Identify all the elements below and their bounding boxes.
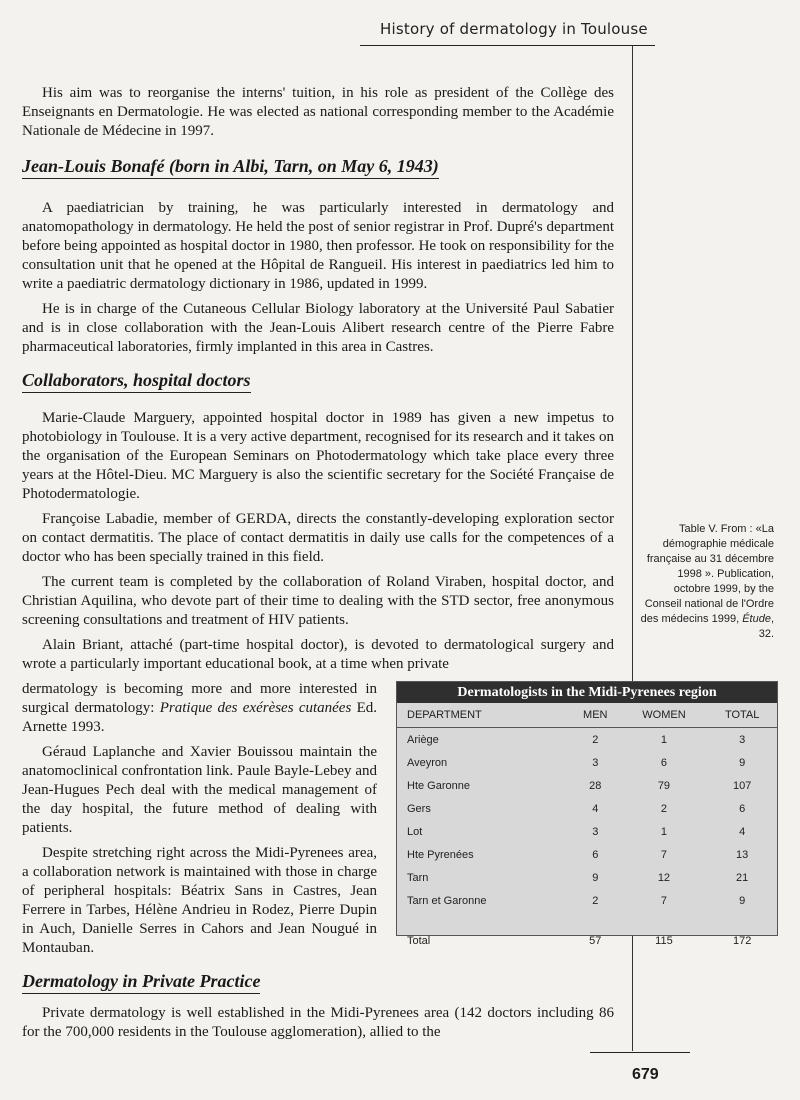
laplanche-paragraph: Géraud Laplanche and Xavier Bouissou maintain the anatomoclinical confrontation link. Paule Bayle-Lebey and Jean-Hugues Pech deal with the medical management of the day hospital, the future method of dealing with patients. bbox=[22, 744, 377, 836]
women-cell: 12 bbox=[657, 871, 671, 884]
department-cell: Tarn et Garonne bbox=[407, 894, 487, 907]
total-cell: 107 bbox=[732, 779, 752, 792]
col-header-total: TOTAL bbox=[707, 703, 777, 728]
intro-paragraph: His aim was to reorganise the interns' tuition, in his role as president of the Collège des Enseignants en Dermatologie. He was elected as national corresponding member to the Académie Nationale de Médecine in 1997. bbox=[22, 85, 614, 139]
men-cell: 28 bbox=[589, 779, 602, 792]
men-cell: 9 bbox=[592, 871, 599, 884]
briant-text-b: Ed. Arnette 1993. bbox=[22, 700, 377, 735]
briant-continuation bbox=[22, 680, 377, 737]
col-header-women: WOMEN bbox=[621, 703, 708, 728]
table-header-row bbox=[397, 703, 777, 728]
private-paragraph: Private dermatology is well established in the Midi-Pyrenees area (142 doctors including 86 for the 700,000 residents in the Toulouse agglomeration), allied to the bbox=[22, 1005, 614, 1040]
caption-italic: Étude bbox=[742, 613, 771, 625]
women-total-cell: 115 bbox=[655, 935, 673, 947]
table-row bbox=[397, 774, 777, 797]
table-caption bbox=[640, 522, 774, 642]
department-cell: Hte Pyrenées bbox=[407, 848, 474, 861]
footer-rule bbox=[590, 1052, 690, 1053]
marguery-paragraph: Marie-Claude Marguery, appointed hospital doctor in 1989 has given a new impetus to photobiology in Toulouse. It is a very active department, recognised for its research and it takes on the organisation of the European Seminars on Photodermatology which take place every three years at the Hôtel-Dieu. MC Marguery is also the scientific secretary for the Société Française de Photodermatologie. bbox=[22, 410, 614, 502]
women-cell: 1 bbox=[660, 733, 667, 746]
header-rule bbox=[360, 45, 655, 46]
total-cell: 3 bbox=[739, 733, 746, 746]
men-cell: 3 bbox=[592, 756, 599, 769]
women-cell: 7 bbox=[660, 848, 667, 861]
women-cell: 2 bbox=[660, 802, 667, 815]
total-label-cell: Total bbox=[407, 935, 431, 947]
total-cell: 13 bbox=[736, 848, 749, 861]
women-cell: 7 bbox=[660, 894, 667, 907]
total-cell: 6 bbox=[739, 802, 746, 815]
network-paragraph: Despite stretching right across the Midi-Pyrenees area, a collaboration network is maintained with those in charge of peripheral hospitals: Béatrix Sans in Castres, Jean Ferrere in Tarbes, Hélène Andrieu in Rodez, Pierre Dupin in Auch, Danielle Serres in Cahors and Jean Nougué in Montauban. bbox=[22, 845, 377, 956]
col-header-department: DEPARTMENT bbox=[397, 703, 570, 728]
department-cell: Hte Garonne bbox=[407, 779, 470, 792]
caption-text: Table V. From : «La démographie médicale française au 31 décembre 1998 ». Publication, octobre 1999, by the Conseil national de l'Ordre des médecins 1999, bbox=[640, 523, 774, 625]
dermatologists-table bbox=[396, 681, 778, 947]
total-cell: 4 bbox=[739, 825, 746, 838]
briant-paragraph: Alain Briant, attaché (part-time hospital doctor), is devoted to dermatological surgery and wrote a particularly important educational book, at a time when private bbox=[22, 637, 614, 672]
department-cell: Gers bbox=[407, 802, 431, 815]
women-cell: 79 bbox=[657, 779, 671, 792]
bonafe-paragraph-1: A paediatrician by training, he was particularly interested in dermatology and anatomopathology in dermatology. He held the post of senior registrar in Prof. Dupré's department before being appointed as hospital doctor in 1980, then professor. He took on responsibility for the consultation unit that he opened at the Hôpital de Rangueil. His interest in paediatrics led him to write a paediatric dermatology dictionary in 1986, updated in 1999. bbox=[22, 200, 614, 292]
department-cell: Aveyron bbox=[407, 756, 448, 769]
labadie-paragraph: Françoise Labadie, member of GERDA, directs the constantly-developing exploration sector on contact dermatitis. The place of contact dermatitis in daily use calls for the competences of a doctor who has been specially trained in this field. bbox=[22, 511, 614, 565]
table-row bbox=[397, 843, 777, 866]
table-row bbox=[397, 866, 777, 889]
narrow-column bbox=[22, 680, 377, 958]
book-title: Pratique des exérèses cutanées bbox=[159, 700, 352, 716]
col-header-men: MEN bbox=[570, 703, 621, 728]
men-cell: 3 bbox=[592, 825, 599, 838]
page-number: 679 bbox=[632, 1066, 659, 1083]
table-title: Dermatologists in the Midi-Pyrenees region bbox=[397, 682, 777, 703]
section-heading-bonafe: Jean-Louis Bonafé (born in Albi, Tarn, on May 6, 1943) bbox=[22, 157, 439, 179]
men-cell: 2 bbox=[592, 894, 599, 907]
total-cell: 9 bbox=[739, 894, 746, 907]
running-head: History of dermatology in Toulouse bbox=[380, 20, 648, 38]
stats-table bbox=[397, 703, 777, 950]
table-row bbox=[397, 797, 777, 820]
total-cell: 9 bbox=[739, 756, 746, 769]
briant-text-a: dermatology is becoming more and more interested in surgical dermatology: bbox=[22, 681, 377, 716]
viraben-paragraph: The current team is completed by the collaboration of Roland Viraben, hospital doctor, and Christian Aquilina, who devote part of their time to dealing with the STD sector, free anonymous screening consultations and treatment of HIV patients. bbox=[22, 574, 614, 628]
section-heading-private: Dermatology in Private Practice bbox=[22, 972, 260, 994]
department-cell: Lot bbox=[407, 825, 423, 838]
women-cell: 1 bbox=[660, 825, 667, 838]
department-cell: Tarn bbox=[407, 871, 429, 884]
bonafe-paragraph-2: He is in charge of the Cutaneous Cellular Biology laboratory at the Université Paul Sabatier and is in close collaboration with the Jean-Louis Alibert research centre of the Pierre Fabre pharmaceutical laboratories, firmly implanted in this area in Castres. bbox=[22, 301, 614, 355]
total-cell: 21 bbox=[736, 871, 749, 884]
grand-total-cell: 172 bbox=[732, 935, 752, 947]
table-row bbox=[397, 751, 777, 774]
men-total-cell: 57 bbox=[589, 935, 602, 947]
women-cell: 6 bbox=[660, 756, 667, 769]
department-cell: Ariège bbox=[407, 733, 439, 746]
table-row bbox=[397, 728, 777, 752]
table-total-row bbox=[397, 912, 777, 950]
men-cell: 2 bbox=[592, 733, 599, 746]
men-cell: 6 bbox=[592, 848, 599, 861]
caption-suffix: , 32. bbox=[758, 613, 774, 640]
section-heading-collaborators: Collaborators, hospital doctors bbox=[22, 371, 251, 393]
table-row bbox=[397, 820, 777, 843]
table-row bbox=[397, 889, 777, 912]
men-cell: 4 bbox=[592, 802, 599, 815]
